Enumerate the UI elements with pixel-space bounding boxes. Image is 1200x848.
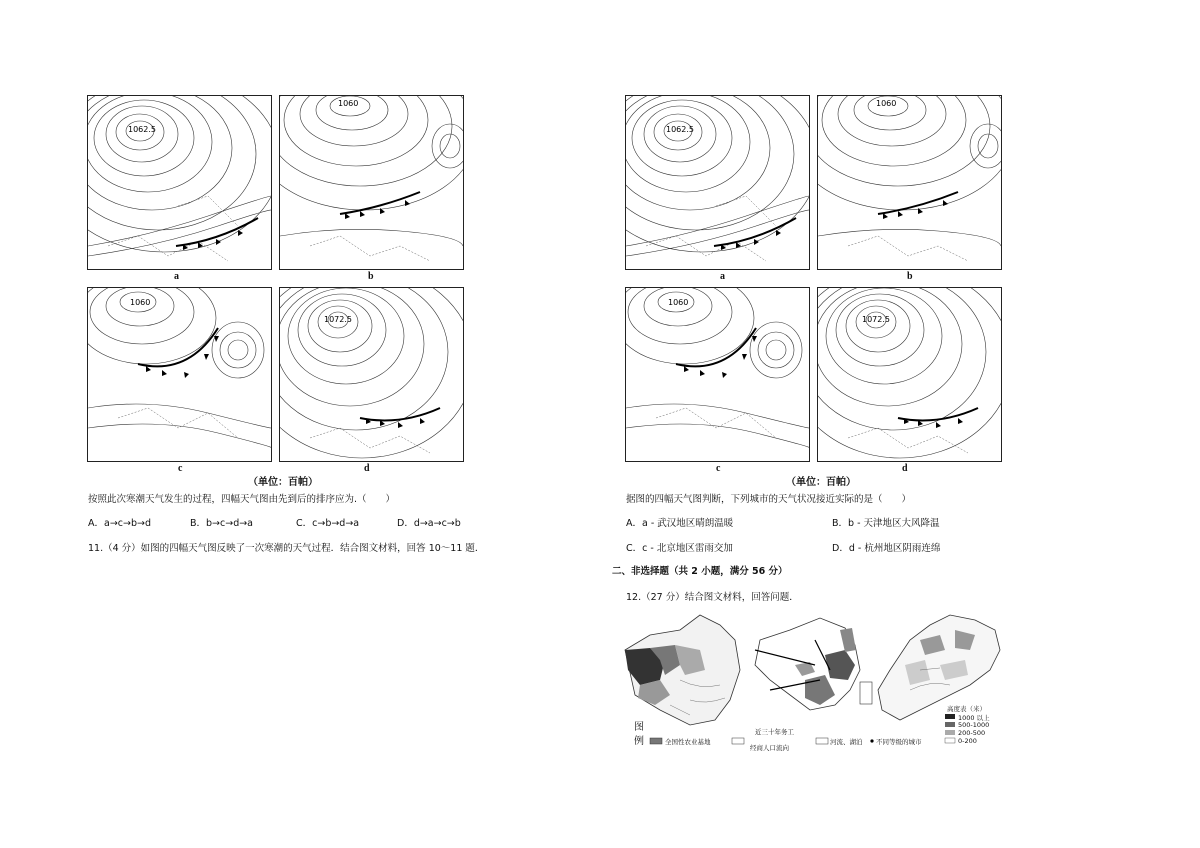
option-c[interactable]: C．c→b→d→a (296, 518, 360, 529)
weather-map-d (279, 287, 464, 462)
isobar-map-c (626, 288, 809, 461)
legend-item-agri: 全国性农业基地 (665, 738, 711, 746)
pressure-label: 1062.5 (666, 125, 694, 134)
map-composite (620, 610, 1010, 755)
isobar-map-c (88, 288, 271, 461)
option-a[interactable]: A．a - 武汉地区晴朗温暖 (626, 518, 734, 529)
question-11: 11.（4 分）如图的四幅天气图反映了一次寒潮的天气过程．结合图文材料，回答 10～11 题． (88, 543, 485, 554)
legend-item-migration: 近三十年务工 (755, 728, 794, 736)
legend-item-migration-2: 经商人口流向 (750, 744, 789, 752)
option-b[interactable]: B．b - 天津地区大风降温 (832, 518, 940, 529)
panel-caption-a: a (174, 271, 179, 282)
height-500: 500-1000 (958, 721, 990, 729)
option-d[interactable]: D．d→a→c→b (397, 518, 461, 529)
isobar-map-d (818, 288, 1001, 461)
legend-title-2: 例 (634, 736, 644, 747)
q12-map-figure (620, 610, 1010, 755)
legend-item-rivers: 河流、湖泊 (830, 738, 863, 746)
option-c[interactable]: C．c - 北京地区雷雨交加 (626, 543, 733, 554)
weather-map-b (279, 95, 464, 270)
height-legend-title: 高度表（米） (947, 705, 986, 713)
weather-map-a (625, 95, 810, 270)
pressure-label: 1062.5 (128, 125, 156, 134)
weather-map-c (625, 287, 810, 462)
panel-caption-b: b (368, 271, 374, 282)
unit-label: （单位：百帕） (248, 477, 318, 488)
weather-map-d (817, 287, 1002, 462)
panel-caption-a: a (720, 271, 725, 282)
legend-title: 图 (634, 722, 644, 733)
option-a[interactable]: A．a→c→b→d (88, 518, 151, 529)
pressure-label: 1072.5 (862, 315, 890, 324)
weather-map-b (817, 95, 1002, 270)
unit-label: （单位：百帕） (786, 477, 856, 488)
isobar-map-d (280, 288, 463, 461)
isobar-map-b (818, 96, 1001, 269)
option-d[interactable]: D．d - 杭州地区阴雨连绵 (832, 543, 941, 554)
pressure-label: 1060 (668, 298, 689, 307)
isobar-map-a (88, 96, 271, 269)
weather-map-a (87, 95, 272, 270)
question-order: 按照此次寒潮天气发生的过程，四幅天气图由先到后的排序应为.（ ） (88, 494, 396, 505)
china-map-center (755, 618, 872, 710)
panel-caption-c: c (716, 463, 721, 474)
height-1000: 1000 以上 (958, 714, 990, 722)
regional-map-left (625, 615, 740, 725)
panel-caption-d: d (902, 463, 908, 474)
option-b[interactable]: B．b→c→d→a (190, 518, 254, 529)
pressure-label: 1060 (130, 298, 151, 307)
legend-item-cities: 不同等级的城市 (876, 738, 922, 746)
pressure-label: 1060 (338, 99, 359, 108)
panel-caption-d: d (364, 463, 370, 474)
question-12: 12.（27 分）结合图文材料，回答问题． (626, 592, 799, 603)
pressure-label: 1072.5 (324, 315, 352, 324)
pressure-label: 1060 (876, 99, 897, 108)
height-200: 200-500 (958, 729, 986, 737)
panel-caption-c: c (178, 463, 183, 474)
section-heading: 二、非选择题（共 2 小题，满分 56 分） (612, 566, 788, 577)
height-0: 0-200 (958, 737, 977, 745)
isobar-map-a (626, 96, 809, 269)
isobar-map-b (280, 96, 463, 269)
weather-map-c (87, 287, 272, 462)
question-weather: 据图的四幅天气图判断，下列城市的天气状况接近实际的是（ ） (626, 494, 912, 505)
panel-caption-b: b (907, 271, 913, 282)
